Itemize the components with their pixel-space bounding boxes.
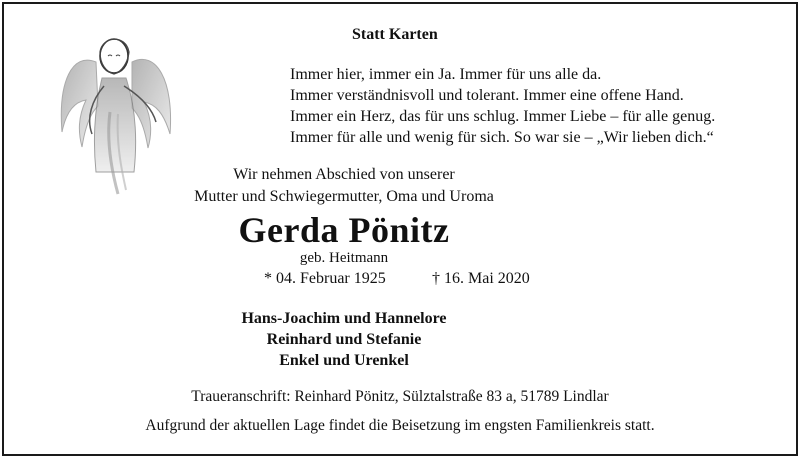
death-date: † 16. Mai 2020	[432, 270, 530, 287]
poem	[290, 64, 715, 148]
family-list	[194, 308, 494, 371]
poem-line: Immer hier, immer ein Ja. Immer für uns alle da.	[290, 66, 602, 83]
header-title: Statt Karten	[352, 26, 438, 43]
birth-name: geb. Heitmann	[299, 250, 389, 266]
birth-date: * 04. Februar 1925	[264, 270, 386, 287]
funeral-notice: Aufgrund der aktuellen Lage findet die Beisetzung im engsten Familienkreis statt.	[145, 417, 655, 434]
family-member: Reinhard und Stefanie	[266, 331, 422, 348]
poem-line: Immer für alle und wenig für sich. So war sie – „Wir lieben dich.“	[290, 129, 714, 146]
intro-line: Mutter und Schwiegermutter, Oma und Uroma	[194, 188, 494, 205]
intro-line: Wir nehmen Abschied von unserer	[233, 166, 455, 183]
poem-line: Immer ein Herz, das für uns schlug. Immer Liebe – für alle genug.	[290, 108, 716, 125]
poem-line: Immer verständnisvoll und tolerant. Immer eine offene Hand.	[290, 87, 684, 104]
family-member: Hans-Joachim und Hannelore	[241, 310, 447, 327]
deceased-name: Gerda Pönitz	[238, 210, 450, 250]
angel-icon	[52, 22, 180, 202]
mourning-address: Traueranschrift: Reinhard Pönitz, Sülztalstraße 83 a, 51789 Lindlar	[191, 388, 609, 405]
family-member: Enkel und Urenkel	[279, 352, 409, 369]
obituary-card	[2, 2, 798, 456]
intro-text	[194, 164, 494, 208]
